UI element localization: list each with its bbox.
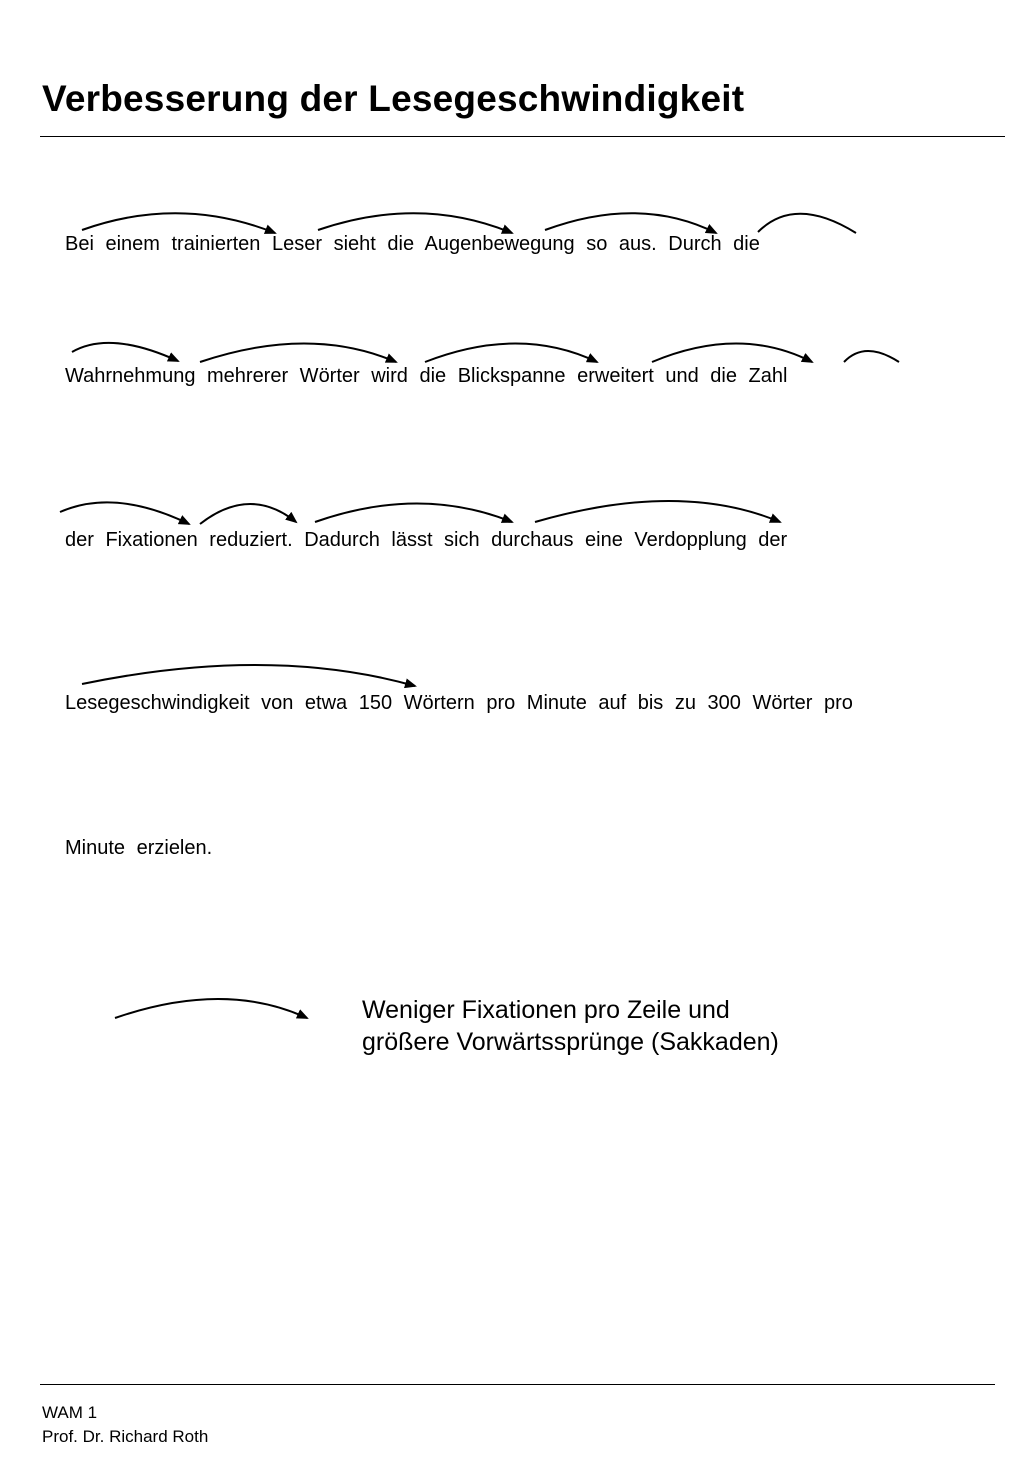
- saccade-arc: [758, 214, 856, 233]
- saccade-arrow: [318, 213, 512, 233]
- saccade-arrow: [72, 343, 178, 361]
- saccade-arrow: [200, 344, 396, 363]
- saccade-arrow: [82, 213, 275, 233]
- text-line-4: Lesegeschwindigkeit von etwa 150 Wörtern pro Minute auf bis zu 300 Wörter pro: [65, 692, 853, 714]
- text-line-3: der Fixationen reduziert. Dadurch lässt sich durchaus eine Verdopplung der: [65, 529, 788, 551]
- text-line-1: Bei einem trainierten Leser sieht die Augenbewegung so aus. Durch die: [65, 233, 760, 255]
- text-line-2: Wahrnehmung mehrerer Wörter wird die Blickspanne erweitert und die Zahl: [65, 365, 788, 387]
- saccade-arrow: [652, 344, 812, 363]
- saccade-arrow: [425, 344, 597, 363]
- legend-caption: [362, 994, 779, 1058]
- saccade-arc: [844, 351, 899, 362]
- page-title: Verbesserung der Lesegeschwindigkeit: [42, 78, 745, 119]
- footer-divider: [40, 1384, 995, 1385]
- saccade-arrow: [315, 504, 512, 523]
- saccade-arrow: [200, 504, 296, 524]
- footer-course: WAM 1: [42, 1403, 98, 1422]
- footer-author: Prof. Dr. Richard Roth: [42, 1427, 209, 1446]
- legend-arrow: [115, 999, 307, 1018]
- legend-line-2: größere Vorwärtssprünge (Sakkaden): [362, 1028, 779, 1056]
- saccade-arrow: [82, 665, 415, 686]
- saccade-arrow: [535, 501, 780, 522]
- saccade-arrow: [545, 213, 716, 233]
- text-line-5: Minute erzielen.: [65, 837, 213, 859]
- legend-line-1: Weniger Fixationen pro Zeile und: [362, 996, 730, 1024]
- saccade-arrow: [60, 502, 189, 524]
